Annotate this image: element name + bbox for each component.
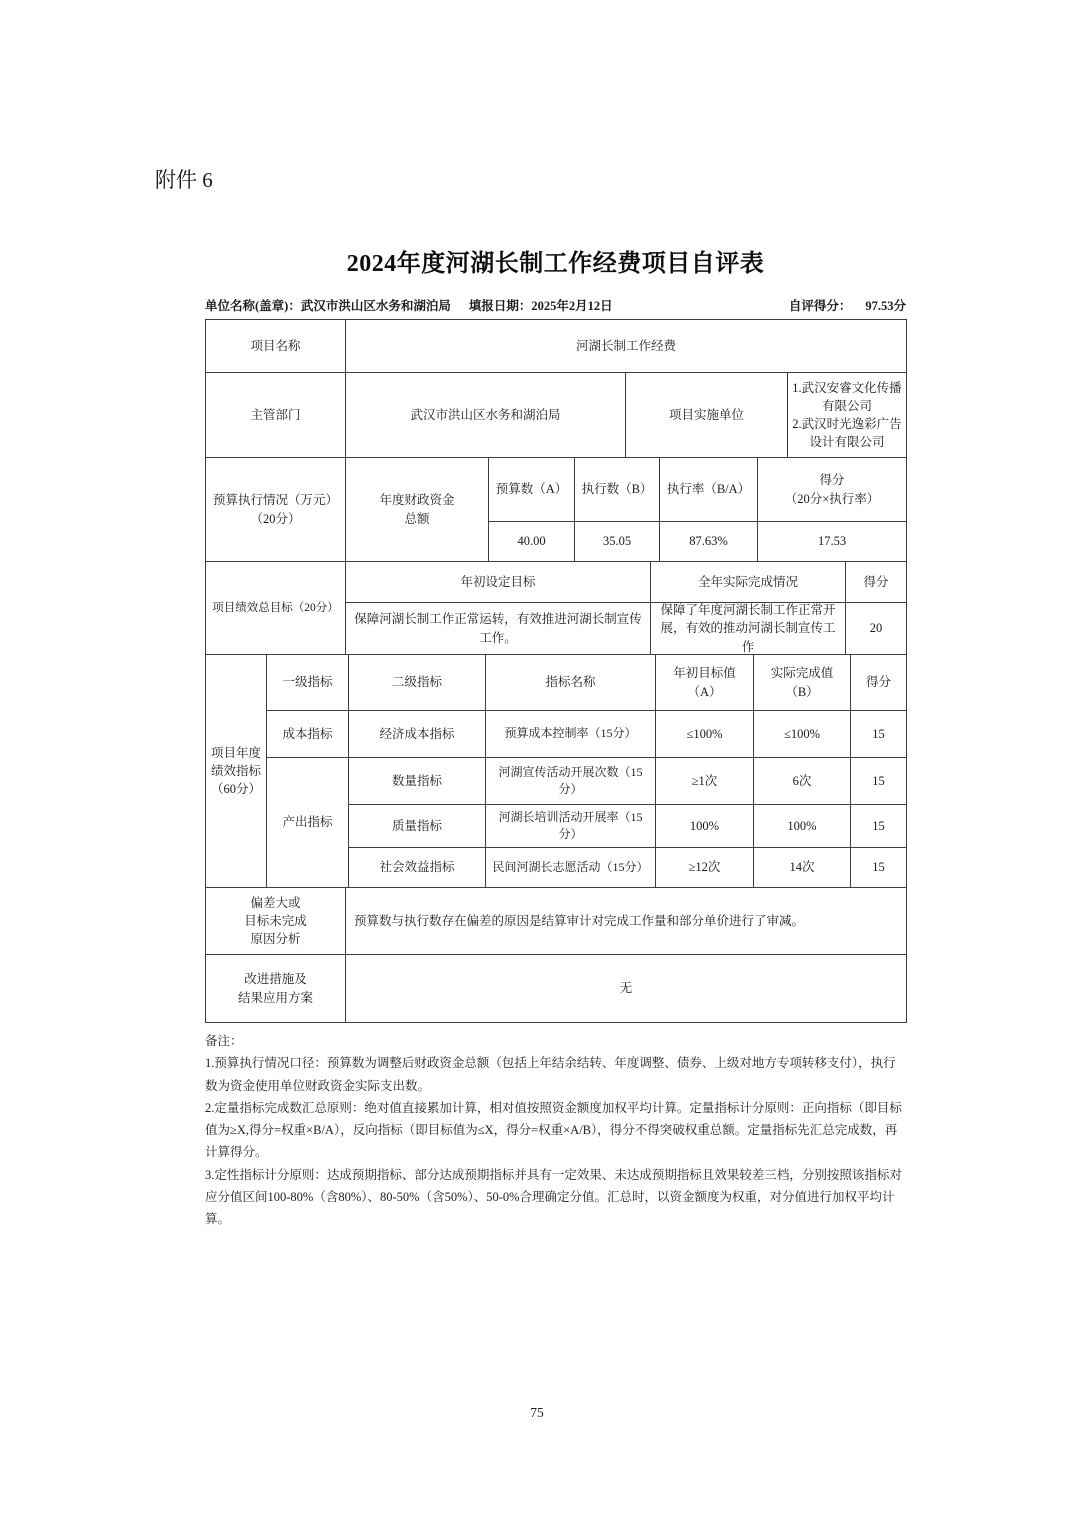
deviation-row <box>205 887 906 954</box>
indicator-score: 15 <box>850 757 906 804</box>
execution-col-header: 执行数（B） <box>574 457 659 521</box>
budget-row-label <box>205 457 345 561</box>
attachment-label: 附件 6 <box>155 168 213 192</box>
budget-row-label-line: 预算执行情况（万元） <box>212 493 338 508</box>
annual-indicators-label-line: 绩效指标 <box>210 763 261 778</box>
implementer-item: 2.武汉时光逸彩广告设计有限公司 <box>792 417 902 450</box>
actual-value: 保障了年度河湖长制工作正常开展，有效的推动河湖长制宣传工作 <box>650 602 845 654</box>
header-score: 得分 <box>850 654 906 710</box>
annual-indicators-label <box>205 654 266 887</box>
annual-fund-label-line: 总额 <box>404 511 430 526</box>
indicator-target: 100% <box>655 804 753 847</box>
indicator-name: 预算成本控制率（15分） <box>485 710 655 757</box>
target-header: 年初设定目标 <box>345 561 650 602</box>
fill-date <box>469 296 613 314</box>
fill-date-value: 2025年2月12日 <box>531 299 613 313</box>
implementer-value <box>787 372 906 457</box>
header-level1: 一级指标 <box>266 654 348 710</box>
annual-fund-label-line: 年度财政资金 <box>379 493 455 508</box>
note-item: 3.定性指标计分原则：达成预期指标、部分达成预期指标并具有一定效果、未达成预期指标且效果较差三档，分别按照该指标对应分值区间100-80%（含80%）、80-50%（含50%）、50-0%合理确定分值。汇总时，以资金额度为权重，对分值进行加权平均计算。 <box>205 1167 902 1226</box>
indicator-name: 河湖宣传活动开展次数（15分） <box>485 757 655 804</box>
deviation-label-line: 原因分析 <box>250 932 301 947</box>
header-level2: 二级指标 <box>348 654 485 710</box>
indicator-level2: 社会效益指标 <box>348 847 485 887</box>
project-name-value: 河湖长制工作经费 <box>345 319 906 372</box>
goal-score-header: 得分 <box>845 561 906 602</box>
indicator-name: 河湖长培训活动开展率（15分） <box>485 804 655 847</box>
self-assessment-table <box>205 319 907 1023</box>
header-indicator-name: 指标名称 <box>485 654 655 710</box>
indicator-target: ≥1次 <box>655 757 753 804</box>
unit-name-value: 武汉市洪山区水务和湖泊局 <box>300 299 451 313</box>
budget-execution-row <box>205 457 906 561</box>
annual-fund-label <box>345 457 488 561</box>
project-name-label: 项目名称 <box>205 319 345 372</box>
page-title: 2024年度河湖长制工作经费项目自评表 <box>346 251 765 277</box>
indicator-actual: 6次 <box>753 757 850 804</box>
improvement-row <box>205 954 906 1022</box>
department-label: 主管部门 <box>205 372 345 457</box>
indicator-actual: 100% <box>753 804 850 847</box>
indicator-score: 15 <box>850 710 906 757</box>
indicator-score: 15 <box>850 804 906 847</box>
target-value: 保障河湖长制工作正常运转，有效推进河湖长制宣传工作。 <box>345 602 650 654</box>
cost-group-label: 成本指标 <box>266 710 348 757</box>
indicator-actual: 14次 <box>753 847 850 887</box>
notes-label: 备注： <box>205 1034 243 1048</box>
goal-score-value: 20 <box>845 602 906 654</box>
indicator-target: ≤100% <box>655 710 753 757</box>
deviation-value: 预算数与执行数存在偏差的原因是结算审计对完成工作量和部分单价进行了审减。 <box>345 887 906 954</box>
note-item: 1.预算执行情况口径：预算数为调整后财政资金总额（包括上年结余结转、年度调整、债券、上级对地方专项转移支付），执行数为资金使用单位财政资金实际支出数。 <box>205 1056 896 1093</box>
project-name-row <box>205 319 906 372</box>
indicator-level2: 质量指标 <box>348 804 485 847</box>
improvement-label <box>205 954 345 1022</box>
output-group-label: 产出指标 <box>266 757 348 887</box>
budget-col-header: 预算数（A） <box>488 457 574 521</box>
deviation-label-line: 目标未完成 <box>244 913 307 928</box>
implementer-label: 项目实施单位 <box>625 372 787 457</box>
budget-row-label-line: （20分） <box>250 511 301 526</box>
annual-indicators-label-line: （60分） <box>210 782 261 797</box>
rate-value: 87.63% <box>659 521 757 561</box>
page-number: 75 <box>530 1405 544 1420</box>
improvement-label-line: 结果应用方案 <box>237 990 313 1005</box>
budget-value: 40.00 <box>488 521 574 561</box>
score-col-header-line: （20分×执行率） <box>784 491 880 506</box>
overall-goal-row <box>205 561 906 654</box>
info-bar <box>205 296 906 319</box>
notes-section <box>205 1030 906 1230</box>
indicator-name: 民间河湖长志愿活动（15分） <box>485 847 655 887</box>
annual-indicators-label-line: 项目年度 <box>210 745 261 760</box>
actual-header: 全年实际完成情况 <box>650 561 845 602</box>
budget-score-value: 17.53 <box>757 521 906 561</box>
score-col-header-line: 得分 <box>819 473 845 488</box>
deviation-label <box>205 887 345 954</box>
implementer-item: 1.武汉安睿文化传播有限公司 <box>792 380 902 413</box>
assessment-sheet <box>205 296 906 1230</box>
indicator-level2: 经济成本指标 <box>348 710 485 757</box>
department-value: 武汉市洪山区水务和湖泊局 <box>345 372 625 457</box>
rate-col-header: 执行率（B/A） <box>659 457 757 521</box>
improvement-value: 无 <box>345 954 906 1022</box>
indicator-level2: 数量指标 <box>348 757 485 804</box>
note-item: 2.定量指标完成数汇总原则：绝对值直接累加计算，相对值按照资金额度加权平均计算。定量指标计分原则：正向指标（即目标值为≥X,得分=权重×B/A），反向指标（即目标值为≤X，得分=权重×A/B），得分不得突破权重总额。定量指标先汇总完成数，再计算得分。 <box>205 1100 902 1160</box>
deviation-label-line: 偏差大或 <box>250 895 301 910</box>
indicator-score: 15 <box>850 847 906 887</box>
annual-indicators-section <box>205 654 906 887</box>
header-target: 年初目标值（A） <box>655 654 753 710</box>
unit-name <box>205 296 451 314</box>
execution-value: 35.05 <box>574 521 659 561</box>
improvement-label-line: 改进措施及 <box>244 972 307 987</box>
fill-date-label: 填报日期： <box>468 299 532 313</box>
indicator-target: ≥12次 <box>655 847 753 887</box>
self-score-value: 97.53分 <box>865 299 906 313</box>
unit-name-label: 单位名称(盖章)： <box>205 299 301 313</box>
self-score-label: 自评得分： <box>788 299 852 313</box>
score-col-header <box>757 457 906 521</box>
indicator-actual: ≤100% <box>753 710 850 757</box>
overall-goal-label: 项目绩效总目标（20分） <box>205 561 345 654</box>
header-actual: 实际完成值（B） <box>753 654 850 710</box>
self-score <box>789 296 906 314</box>
department-row <box>205 372 906 457</box>
